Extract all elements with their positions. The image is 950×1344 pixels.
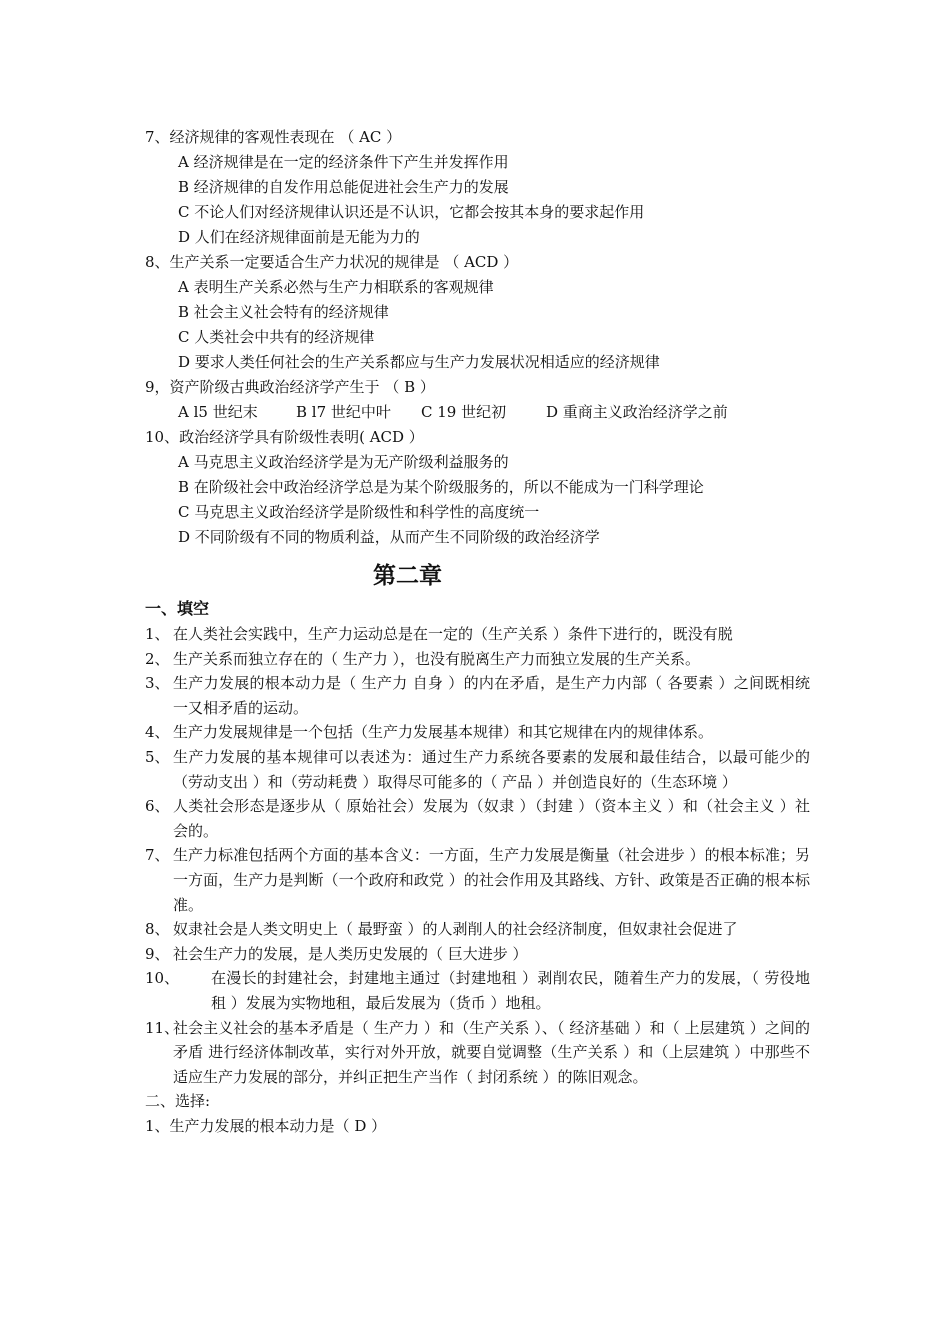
question-7-stem: 7、经济规律的客观性表现在 （ AC ）	[145, 128, 402, 146]
fill-item	[145, 942, 810, 967]
question-9-choice-c: C 19 世纪初	[421, 403, 507, 421]
question-9-choice-b: B l7 世纪中叶	[296, 403, 391, 421]
question-7-option-a: A 经济规律是在一定的经济条件下产生并发挥作用	[178, 153, 509, 171]
fill-item	[145, 622, 810, 647]
fill-item	[145, 671, 810, 720]
fill-item-number: 10、	[145, 969, 180, 988]
fill-item	[145, 966, 810, 1015]
fill-item-text: 生产力发展规律是一个包括（生产力发展基本规律）和其它规律在内的规律体系。	[173, 723, 714, 742]
chapter-title: 第二章	[373, 562, 442, 589]
fill-item-number: 4、	[145, 723, 170, 742]
question-10-option-c: C 马克思主义政治经济学是阶级性和科学性的高度统一	[178, 503, 540, 521]
question-10-option-a: A 马克思主义政治经济学是为无产阶级利益服务的	[178, 453, 509, 471]
question-7-option-d: D 人们在经济规律面前是无能为力的	[178, 228, 420, 246]
section-choice-heading: 二、选择:	[145, 1092, 211, 1111]
fill-item-text: 人类社会形态是逐步从（ 原始社会）发展为（奴隶 ）（封建 ）（资本主义 ）和（社会主义 ）社会的。	[173, 797, 810, 840]
fill-item	[145, 720, 810, 745]
fill-item	[145, 794, 810, 843]
fill-item-number: 5、	[145, 747, 170, 766]
question-9-choice-d: D 重商主义政治经济学之前	[546, 403, 728, 421]
question-9-choices	[145, 400, 810, 425]
fill-item-text: 生产关系而独立存在的（ 生产力 ），也没有脱离生产力而独立发展的生产关系。	[173, 649, 701, 668]
question-9-choice-a: A l5 世纪末	[178, 403, 258, 421]
fill-item	[145, 745, 810, 794]
fill-item-number: 8、	[145, 920, 170, 939]
fill-item-text: 在人类社会实践中，生产力运动总是在一定的（生产关系 ）条件下进行的，既没有脱	[173, 625, 733, 643]
question-8-stem: 8、生产关系一定要适合生产力状况的规律是 （ ACD ）	[145, 253, 519, 271]
fill-item-number: 1、	[145, 625, 170, 643]
fill-item-text: 生产力发展的根本动力是（ 生产力 自身 ）的内在矛盾，是生产力内部（ 各要素 ）之间既相统一又相矛盾的运动。	[173, 674, 810, 717]
question-8-option-b: B 社会主义社会特有的经济规律	[178, 303, 389, 321]
document-body	[145, 125, 810, 1139]
choice-question-1: 1、生产力发展的根本动力是（ D ）	[145, 1117, 387, 1136]
fill-item-text: 生产力发展的基本规律可以表述为：通过生产力系统各要素的发展和最佳结合，以最可能少的（劳动支出 ）和（劳动耗费 ）取得尽可能多的（ 产品 ）并创造良好的（生态环境 ）	[173, 747, 810, 791]
question-8-option-a: A 表明生产关系必然与生产力相联系的客观规律	[178, 278, 494, 296]
fill-item	[145, 1016, 810, 1090]
fill-item	[145, 843, 810, 917]
fill-item-number: 11、	[145, 1018, 180, 1037]
fill-item-text: 奴隶社会是人类文明史上（ 最野蛮 ）的人剥削人的社会经济制度，但奴隶社会促进了	[173, 920, 738, 939]
fill-item-text: 在漫长的封建社会，封建地主通过（封建地租 ）剥削农民，随着生产力的发展，（ 劳役地租 ）发展为实物地租，最后发展为（货币 ）地租。	[211, 969, 810, 1012]
question-10-stem: 10、政治经济学具有阶级性表明( ACD ）	[145, 428, 424, 446]
fill-item-number: 7、	[145, 846, 170, 865]
fill-item	[145, 917, 810, 942]
fill-item	[145, 647, 810, 672]
question-8-option-d: D 要求人类任何社会的生产关系都应与生产力发展状况相适应的经济规律	[178, 353, 660, 371]
fill-item-number: 2、	[145, 649, 170, 668]
fill-item-number: 9、	[145, 944, 170, 963]
fill-item-text: 生产力标准包括两个方面的基本含义：一方面，生产力发展是衡量（社会进步 ）的根本标准；另一方面，生产力是判断（一个政府和政党 ）的社会作用及其路线、方针、政策是否正确的根本标准。	[173, 846, 810, 914]
section-fill-heading: 一、填空	[145, 599, 210, 618]
question-8-option-c: C 人类社会中共有的经济规律	[178, 328, 375, 346]
fill-item-text: 社会主义社会的基本矛盾是（ 生产力 ）和（生产关系 ）、（ 经济基础 ）和（ 上层建筑 ）之间的矛盾 进行经济体制改革，实行对外开放，就要自觉调整（生产关系 ）和（上层建筑 ）中那些不适应生产力发展的部分，并纠正把生产当作（ 封闭系统 ）的陈旧观念。	[173, 1018, 810, 1086]
question-10-option-b: B 在阶级社会中政治经济学总是为某个阶级服务的，所以不能成为一门科学理论	[178, 478, 704, 496]
question-7-option-b: B 经济规律的自发作用总能促进社会生产力的发展	[178, 178, 509, 196]
question-10-option-d: D 不同阶级有不同的物质利益，从而产生不同阶级的政治经济学	[178, 528, 600, 546]
question-7-option-c: C 不论人们对经济规律认识还是不认识，它都会按其本身的要求起作用	[178, 203, 645, 221]
fill-item-number: 6、	[145, 797, 170, 816]
fill-item-number: 3、	[145, 674, 170, 693]
fill-item-text: 社会生产力的发展，是人类历史发展的（ 巨大进步 ）	[173, 944, 528, 963]
question-9-stem: 9，资产阶级古典政治经济学产生于 （ B ）	[145, 378, 435, 396]
